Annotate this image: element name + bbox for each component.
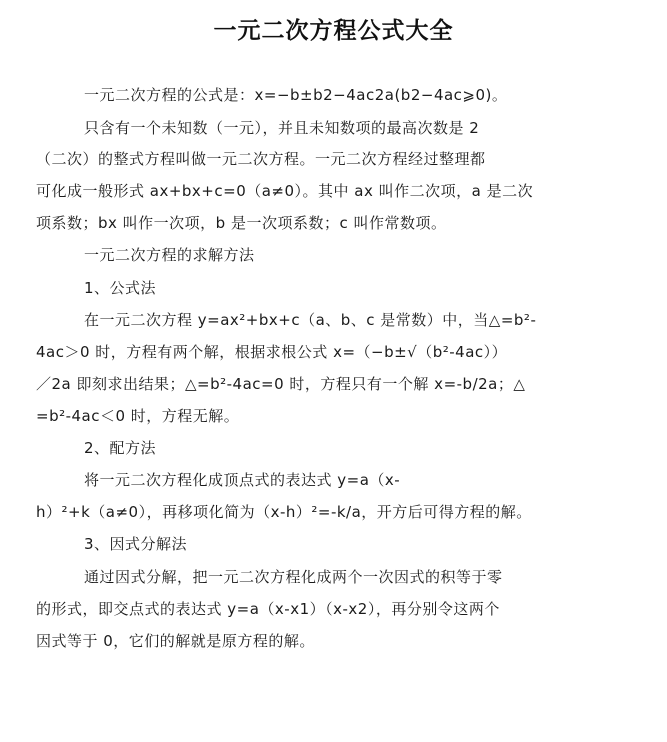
- definition-line-3: 可化成一般形式 ax+bx+c=0（a≠0）。其中 ax 叫作二次项，a 是二次: [36, 182, 534, 200]
- factorization-line-2: 的形式，即交点式的表达式 y=a（x-x1）（x-x2），再分别令这两个: [36, 600, 500, 618]
- factorization-line-1: 通过因式分解，把一元二次方程化成两个一次因式的积等于零: [84, 568, 503, 586]
- definition-line-4: 项系数；bx 叫作一次项，b 是一次项系数；c 叫作常数项。: [36, 214, 447, 232]
- completing-square-line-1: 将一元二次方程化成顶点式的表达式 y=a（x-: [84, 471, 401, 489]
- section-heading-methods: 一元二次方程的求解方法: [84, 246, 255, 264]
- formula-method-line-2: 4ac＞0 时，方程有两个解，根据求根公式 x=（−b±√（b²-4ac））: [36, 343, 508, 361]
- page-title: 一元二次方程公式大全: [213, 18, 454, 44]
- formula-line: 一元二次方程的公式是：x=−b±b2−4ac2a(b2−4ac⩾0)。: [84, 86, 508, 104]
- method-heading-formula: 1、公式法: [84, 279, 157, 297]
- method-heading-factorization: 3、因式分解法: [84, 535, 188, 553]
- formula-method-line-3: ／2a 即刻求出结果；△=b²-4ac=0 时，方程只有一个解 x=-b/2a；△: [36, 375, 526, 393]
- method-heading-completing-square: 2、配方法: [84, 439, 157, 457]
- formula-method-line-4: =b²-4ac＜0 时，方程无解。: [36, 407, 240, 425]
- completing-square-line-2: h）²+k（a≠0），再移项化简为（x-h）²=-k/a，开方后可得方程的解。: [36, 503, 532, 521]
- formula-method-line-1: 在一元二次方程 y=ax²+bx+c（a、b、c 是常数）中，当△=b²-: [84, 311, 537, 329]
- definition-line-2: （二次）的整式方程叫做一元二次方程。一元二次方程经过整理都: [36, 150, 486, 168]
- definition-line-1: 只含有一个未知数（一元），并且未知数项的最高次数是 2: [84, 119, 480, 137]
- factorization-line-3: 因式等于 0，它们的解就是原方程的解。: [36, 632, 315, 650]
